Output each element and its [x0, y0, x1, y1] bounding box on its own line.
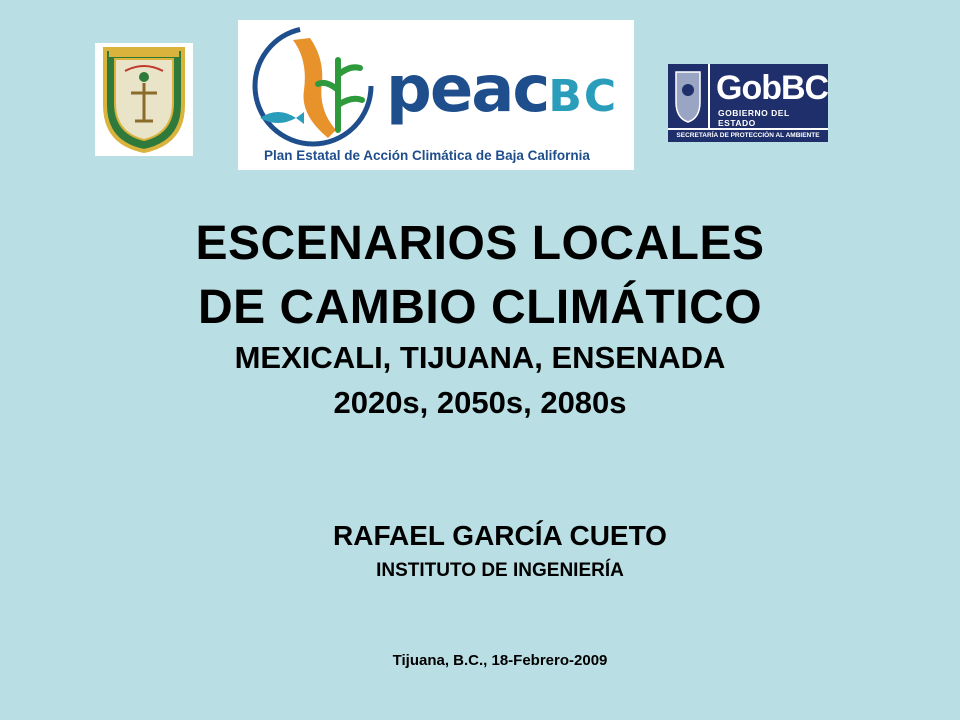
subtitle-cities: MEXICALI, TIJUANA, ENSENADA — [234, 340, 726, 375]
institution-name: INSTITUTO DE INGENIERÍA — [376, 560, 624, 581]
place-date: Tijuana, B.C., 18-Febrero-2009 — [392, 652, 608, 669]
gob-bc-logo — [668, 64, 828, 142]
gob-title: GobBC — [716, 69, 829, 107]
gob-seal-block — [668, 64, 708, 128]
peac-wordmark-main: peac — [386, 53, 549, 127]
peac-bc-logo — [238, 20, 634, 170]
title-line-2: DE CAMBIO CLIMÁTICO — [197, 281, 763, 334]
peac-caption: Plan Estatal de Acción Climática de Baja California — [264, 148, 590, 163]
peac-wordmark — [386, 53, 619, 129]
uabc-seal-logo — [95, 43, 193, 156]
title-line-1: ESCENARIOS LOCALES — [195, 217, 765, 270]
subtitle-decades: 2020s, 2050s, 2080s — [333, 385, 627, 420]
gob-subtitle: GOBIERNO DEL ESTADO — [718, 108, 790, 128]
author-name: RAFAEL GARCÍA CUETO — [333, 520, 667, 551]
gob-footer: SECRETARÍA DE PROTECCIÓN AL AMBIENTE — [668, 130, 828, 142]
gob-title-block — [710, 64, 828, 128]
peac-wordmark-suffix: BC — [548, 71, 619, 122]
uabc-shield-icon — [95, 43, 193, 156]
gob-seal-icon — [668, 64, 708, 128]
